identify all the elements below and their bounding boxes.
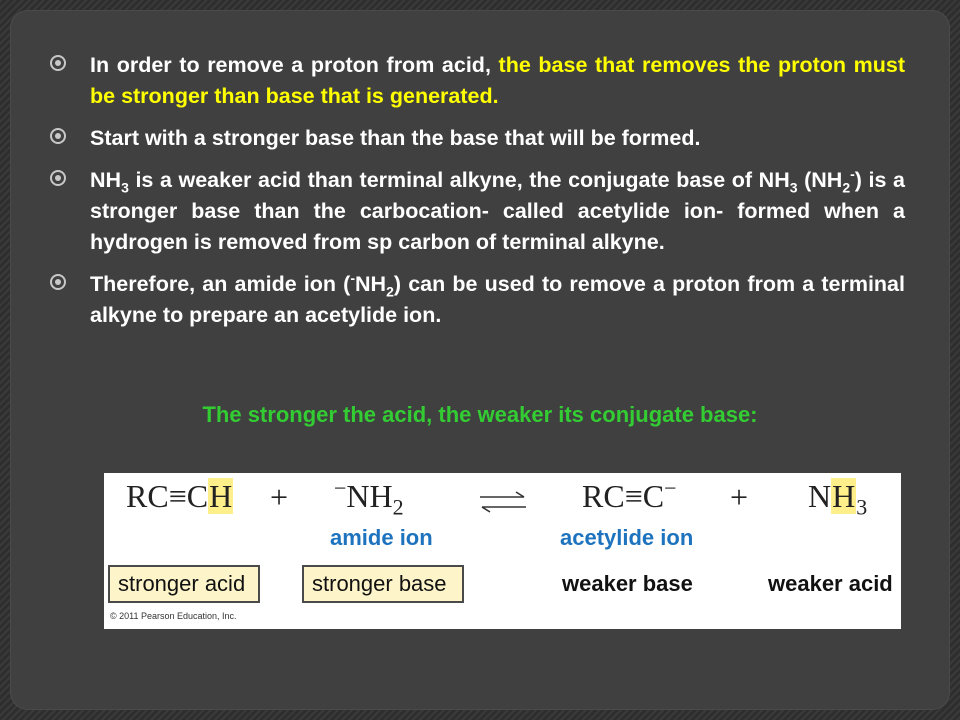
circled-dot-icon — [50, 274, 66, 290]
amide-formula: $^-NH_2$ — [334, 475, 404, 520]
circled-dot-icon — [50, 170, 66, 186]
amide-ion-label: amide ion — [330, 525, 433, 550]
equilibrium-arrow-icon — [476, 489, 530, 515]
plus-sign: + — [270, 479, 289, 515]
weaker-base-label: weaker base — [562, 571, 693, 596]
bullet-item: In order to remove a proton from acid, the base that removes the proton must be stronger than base that is generated. — [50, 50, 905, 112]
bullet-list — [50, 50, 905, 342]
stronger-acid-box: stronger acid — [108, 565, 260, 603]
circled-dot-icon — [50, 128, 66, 144]
circled-dot-icon — [50, 55, 66, 71]
stronger-base-box: stronger base — [302, 565, 464, 603]
ammonia-formula: $NH_3$ — [808, 478, 868, 520]
bullet-item: $NH_3$ is a weaker acid than terminal alkyne, the conjugate base of $NH_3$ $(NH_2^-)$ is a stronger base than the carbocation- called acetylide ion- formed when a hydrogen is removed from sp carbon of terminal alkyne. — [50, 165, 905, 258]
acetylide-ion-label: acetylide ion — [560, 525, 694, 550]
highlighted-text: the base that removes the proton must be stronger than base that is generated. — [90, 53, 905, 108]
bullet-item: Therefore, an amide ion $(^-NH_2)$ can be used to remove a proton from a terminal alkyne to prepare an acetylide ion. — [50, 269, 905, 331]
copyright-notice: © 2011 Pearson Education, Inc. — [110, 611, 237, 621]
bullet-item: Start with a stronger base than the base that will be formed. — [50, 123, 905, 154]
subtitle: The stronger the acid, the weaker its conjugate base: — [202, 402, 758, 427]
plus-sign: + — [730, 479, 749, 515]
weaker-acid-label: weaker acid — [768, 571, 893, 596]
terminal-alkyne-formula: RC≡CH — [126, 478, 233, 514]
reaction-figure — [104, 473, 901, 629]
acetylide-formula: RC≡C− — [582, 475, 677, 514]
